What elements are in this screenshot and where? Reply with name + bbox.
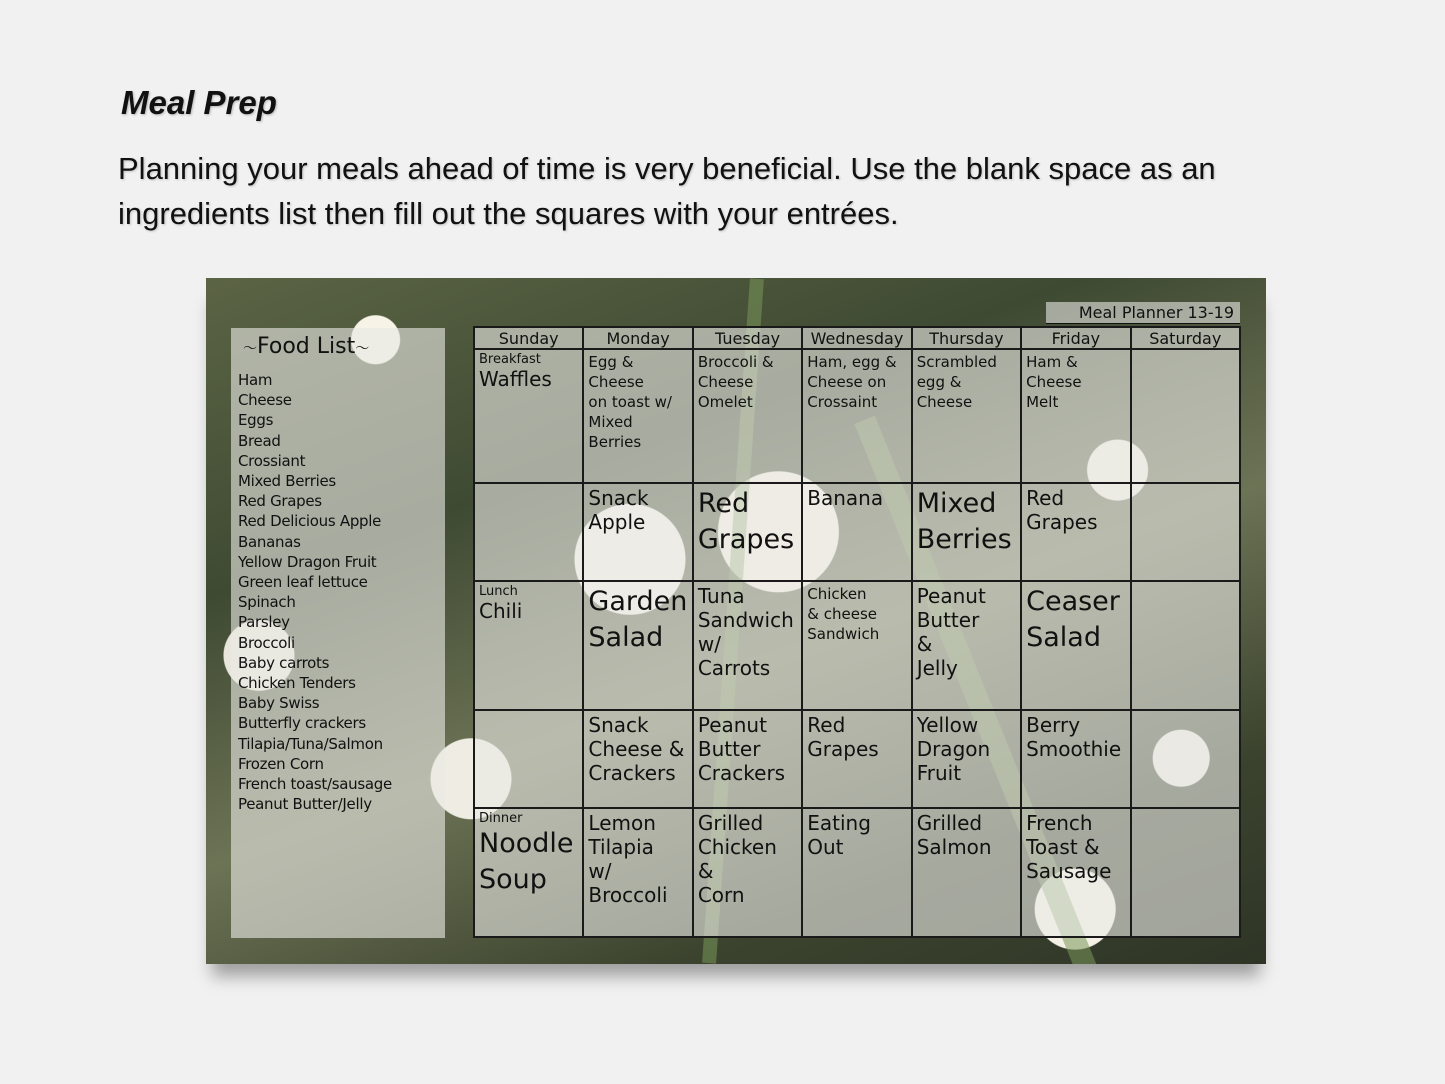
meal-row <box>474 349 1240 483</box>
meal-entry: Peanut Butter Crackers <box>697 712 786 785</box>
food-list-item: Red Delicious Apple <box>238 512 382 531</box>
meal-entry: Red Grapes <box>697 487 795 555</box>
meal-cell[interactable] <box>474 483 583 581</box>
meal-slot-label: Dinner <box>479 811 523 827</box>
meal-planner-photo <box>206 278 1266 964</box>
meal-cell[interactable] <box>1131 581 1240 710</box>
meal-entry: Chili <box>479 599 523 624</box>
meal-entry: Ham, egg & Cheese on Crossaint <box>807 353 897 411</box>
meal-cell[interactable] <box>912 581 1021 710</box>
meal-cell[interactable] <box>693 808 802 937</box>
food-list-item: Cheese <box>238 391 292 410</box>
day-header: Tuesday <box>693 327 802 349</box>
meal-cell[interactable] <box>583 808 692 937</box>
day-header: Saturday <box>1131 327 1240 349</box>
day-header: Monday <box>583 327 692 349</box>
meal-cell[interactable] <box>1021 808 1130 937</box>
meal-cell[interactable] <box>1131 349 1240 483</box>
day-header-row <box>474 327 1240 349</box>
intro-line-2: ingredients list then fill out the squares with your entrées. <box>118 196 899 231</box>
meal-cell[interactable] <box>1021 483 1130 581</box>
planner-title: Meal Planner 13-19 <box>1046 302 1240 324</box>
meal-entry: Scrambled egg & Cheese <box>916 353 997 411</box>
meal-cell[interactable] <box>802 710 911 808</box>
meal-entry: Eating Out <box>807 811 871 860</box>
food-list-item: Green leaf lettuce <box>238 573 368 592</box>
meal-cell[interactable] <box>693 710 802 808</box>
food-list-item: Butterfly crackers <box>238 714 366 733</box>
food-list <box>238 370 443 814</box>
meal-entry: Red Grapes <box>807 712 879 761</box>
squiggle-left: 〜 <box>243 341 257 357</box>
food-list-item: Eggs <box>238 411 274 430</box>
meal-entry: Ham & Cheese Melt <box>1026 353 1082 411</box>
meal-cell[interactable] <box>474 710 583 808</box>
food-list-item: Parsley <box>238 613 290 632</box>
food-list-item: Baby carrots <box>238 653 330 672</box>
meal-cell[interactable] <box>1131 808 1240 937</box>
meal-cell[interactable] <box>1131 483 1240 581</box>
meal-row <box>474 808 1240 937</box>
day-header: Wednesday <box>802 327 911 349</box>
meal-cell[interactable] <box>912 349 1021 483</box>
food-list-item: Broccoli <box>238 633 295 652</box>
meal-cell[interactable] <box>1021 710 1130 808</box>
day-header: Friday <box>1021 327 1130 349</box>
meal-entry: Banana <box>807 485 884 510</box>
meal-cell[interactable] <box>802 349 911 483</box>
food-list-title <box>243 334 369 359</box>
meal-cell[interactable] <box>583 483 692 581</box>
meal-cell[interactable] <box>912 483 1021 581</box>
meal-entry: Berry Smoothie <box>1026 712 1122 761</box>
meal-cell[interactable] <box>693 581 802 710</box>
meal-entry: Grilled Chicken & Corn <box>697 811 777 908</box>
intro-text <box>118 146 1318 236</box>
food-list-item: French toast/sausage <box>238 775 392 794</box>
meal-row <box>474 483 1240 581</box>
meal-cell[interactable] <box>802 581 911 710</box>
meal-cell[interactable] <box>693 483 802 581</box>
meal-entry: Grilled Salmon <box>916 811 992 860</box>
meal-entry: Egg & Cheese on toast w/ Mixed Berries <box>588 353 672 451</box>
food-list-item: Yellow Dragon Fruit <box>238 552 377 571</box>
food-list-item: Tilapia/Tuna/Salmon <box>238 734 383 753</box>
meal-entry: French Toast & Sausage <box>1026 811 1112 884</box>
meal-cell[interactable] <box>912 808 1021 937</box>
meal-cell[interactable] <box>474 349 583 483</box>
meal-cell[interactable] <box>1021 349 1130 483</box>
food-list-item: Chicken Tenders <box>238 674 356 693</box>
meal-entry: Waffles <box>479 367 552 391</box>
meal-entry: Yellow Dragon Fruit <box>916 712 991 785</box>
food-list-item: Baby Swiss <box>238 694 320 713</box>
meal-cell[interactable] <box>583 710 692 808</box>
meal-entry: Ceaser Salad <box>1026 586 1120 654</box>
squiggle-right: 〜 <box>355 341 370 357</box>
meal-slot-label: Lunch <box>479 584 518 600</box>
meal-cell[interactable] <box>802 483 911 581</box>
meal-cell[interactable] <box>474 581 583 710</box>
meal-entry: Chicken & cheese Sandwich <box>807 585 880 644</box>
meal-entry: Peanut Butter & Jelly <box>916 584 986 681</box>
meal-row <box>474 710 1240 808</box>
intro-line-1: Planning your meals ahead of time is very beneficial. Use the blank space as an <box>118 151 1216 186</box>
food-list-item: Frozen Corn <box>238 754 324 773</box>
meal-entry: Noodle Soup <box>479 828 574 896</box>
food-list-item: Peanut Butter/Jelly <box>238 795 372 814</box>
meal-cell[interactable] <box>693 349 802 483</box>
food-list-item: Ham <box>238 371 273 389</box>
food-list-item: Bananas <box>238 532 301 551</box>
meal-entry: Red Grapes <box>1026 485 1098 534</box>
meal-cell[interactable] <box>1021 581 1130 710</box>
meal-entry: Snack Cheese & Crackers <box>588 712 685 785</box>
day-header: Thursday <box>912 327 1021 349</box>
meal-row <box>474 581 1240 710</box>
meal-entry: Mixed Berries <box>916 487 1012 555</box>
meal-cell[interactable] <box>583 349 692 483</box>
meal-planner-grid <box>473 326 1241 938</box>
food-list-item: Red Grapes <box>238 492 322 511</box>
meal-cell[interactable] <box>802 808 911 937</box>
day-header: Sunday <box>474 327 583 349</box>
meal-cell[interactable] <box>583 581 692 710</box>
food-list-item: Crossiant <box>238 451 306 470</box>
meal-entry: Snack Apple <box>588 485 649 534</box>
meal-entry: Lemon Tilapia w/ Broccoli <box>588 811 668 908</box>
meal-entry: Tuna Sandwich w/ Carrots <box>697 584 794 681</box>
meal-slot-label: Breakfast <box>479 352 541 367</box>
meal-cell[interactable] <box>474 808 583 937</box>
food-list-item: Bread <box>238 431 281 450</box>
meal-entry: Garden Salad <box>588 586 688 654</box>
meal-entry: Broccoli & Cheese Omelet <box>697 353 774 411</box>
meal-cell[interactable] <box>912 710 1021 808</box>
page-heading: Meal Prep <box>121 84 277 121</box>
food-list-item: Spinach <box>238 593 296 612</box>
food-list-item: Mixed Berries <box>238 472 336 491</box>
food-list-title-text: Food List <box>257 334 356 359</box>
meal-cell[interactable] <box>1131 710 1240 808</box>
